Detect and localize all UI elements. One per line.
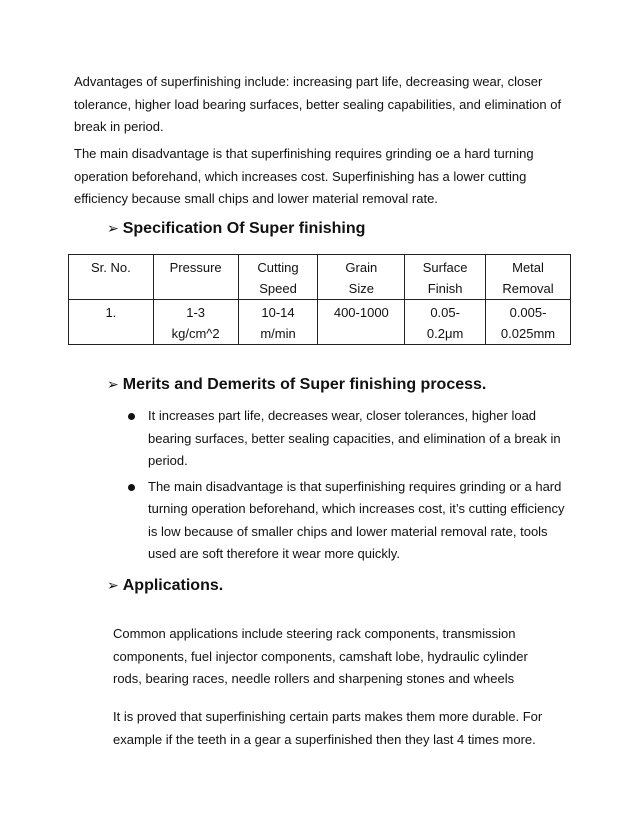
header-metal-removal: Metal Removal: [486, 255, 571, 300]
cell-pressure: 1-3 kg/cm^2: [153, 300, 238, 345]
list-item-text: The main disadvantage is that superfinishing requires grinding or a hard turning operation beforehand, which increases cost, it’s cutting efficiency is low because of smaller chips and lower material removal rate, tools used are soft therefore it wear more quickly.: [148, 478, 565, 561]
arrow-bullet-icon: ➢: [107, 577, 119, 593]
header-sr-no: Sr. No.: [69, 255, 154, 300]
cell-grain-size: 400-1000: [318, 300, 405, 345]
applications-paragraph: Common applications include steering rack components, transmission components, fuel injector components, camshaft lobe, hydraulic cylinder rods, bearing races, needle rollers and sharpening stones and wheels: [113, 626, 528, 686]
cell-cutting-speed: 10-14 m/min: [238, 300, 318, 345]
list-item: [148, 405, 566, 473]
applications-heading-text: Applications.: [122, 577, 224, 594]
bullet-dot-icon: [128, 484, 135, 491]
header-grain-size: Grain Size: [318, 255, 405, 300]
list-item: [148, 476, 566, 566]
arrow-bullet-icon: ➢: [107, 220, 119, 236]
cell-metal-removal: 0.005- 0.025mm: [486, 300, 571, 345]
merits-heading: [107, 376, 486, 394]
merits-heading-text: Merits and Demerits of Super finishing process.: [122, 376, 487, 393]
header-pressure: Pressure: [153, 255, 238, 300]
specification-table: [68, 254, 571, 345]
cell-sr-no: 1.: [69, 300, 154, 345]
arrow-bullet-icon: ➢: [107, 376, 119, 392]
table-row: [69, 300, 571, 345]
specification-heading-text: Specification Of Super finishing: [122, 220, 366, 237]
header-surface-finish: Surface Finish: [405, 255, 486, 300]
bullet-dot-icon: [128, 413, 135, 420]
advantages-paragraph: Advantages of superfinishing include: increasing part life, decreasing wear, closer tolerance, higher load bearing surfaces, better sealing capabilities, and elimination of break in period.: [74, 74, 562, 134]
applications-heading: [107, 577, 223, 595]
durability-paragraph: It is proved that superfinishing certain parts makes them more durable. For example if the teeth in a gear a superfinished then they last 4 times more.: [113, 709, 543, 747]
header-cutting-speed: Cutting Speed: [238, 255, 318, 300]
list-item-text: It increases part life, decreases wear, closer tolerances, higher load bearing surfaces, better sealing capacities, and elimination of a break in period.: [148, 408, 561, 468]
table-header-row: [69, 255, 571, 300]
disadvantage-paragraph: The main disadvantage is that superfinishing requires grinding oe a hard turning operation beforehand, which increases cost. Superfinishing has a lower cutting efficiency because small chips and lower material removal rate.: [74, 146, 534, 206]
specification-heading: [107, 220, 365, 238]
cell-surface-finish: 0.05- 0.2μm: [405, 300, 486, 345]
merits-list: [148, 405, 566, 569]
